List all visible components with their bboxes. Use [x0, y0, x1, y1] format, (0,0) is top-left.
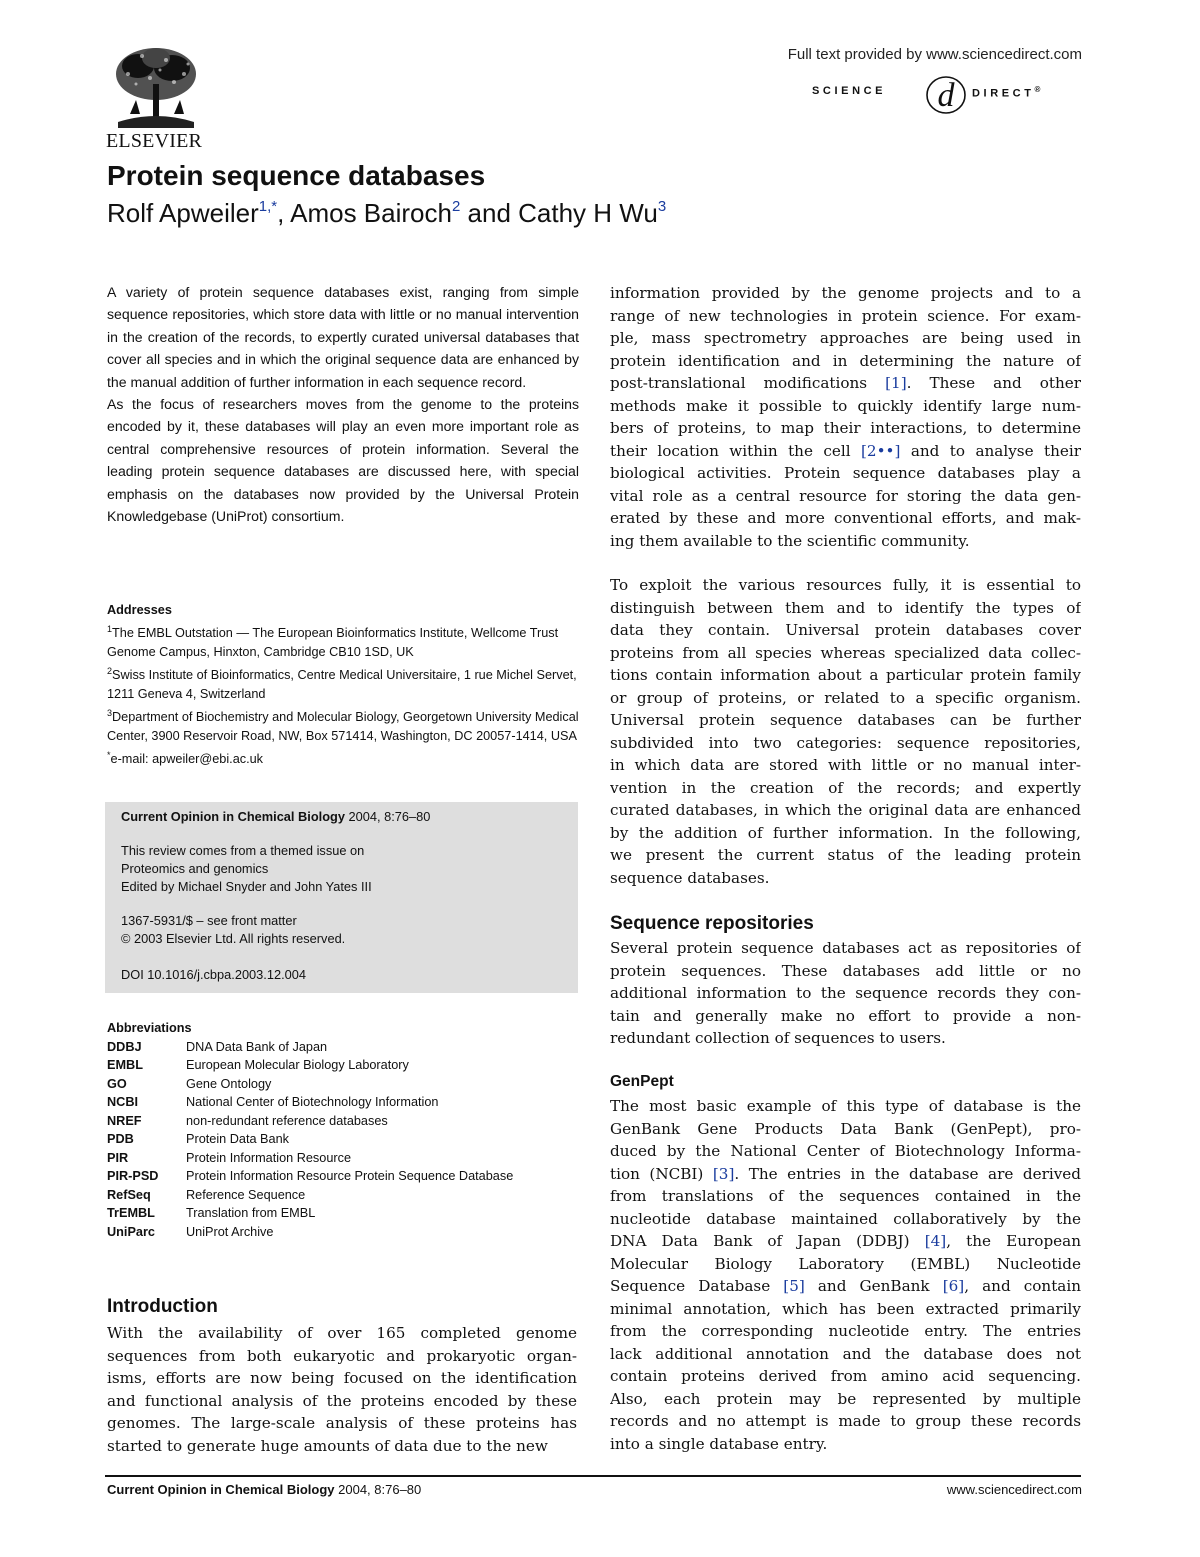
line-text: nucleotide database maintained collaboratively by the — [610, 1209, 1081, 1228]
line-text: vention in the creation of the records; and expertly — [610, 778, 1081, 797]
text-line — [610, 1275, 1081, 1298]
line-text: sequence databases. — [610, 868, 770, 887]
sciencedirect-word-direct — [972, 85, 1040, 100]
line-text: Sequence Database — [610, 1277, 784, 1295]
abbreviation-row — [107, 1038, 579, 1057]
author-list — [107, 198, 666, 229]
elsevier-tree-icon — [108, 44, 204, 130]
text-line — [610, 440, 1081, 463]
abbreviation-row — [107, 1204, 579, 1223]
text-line — [610, 687, 1081, 710]
citation-link[interactable]: [2••] — [860, 441, 901, 460]
line-text: in which data are stored with little or no manual inter- — [610, 756, 1081, 774]
text-line — [610, 1365, 1081, 1388]
footer-citation — [107, 1482, 421, 1497]
line-text: . The entries in the database are derived — [734, 1164, 1081, 1183]
address-text: Department of Biochemistry and Molecular Biology, Georgetown University Medical Center, 3900 Reservoir Road, NW, Box 571414, Washington, DC 20057-1414, USA — [107, 710, 579, 743]
abbreviation-definition: European Molecular Biology Laboratory — [186, 1058, 409, 1072]
line-text: DNA Data Bank of Japan (DDBJ) — [610, 1232, 925, 1250]
fulltext-notice: Full text provided by www.sciencedirect.com — [787, 46, 1082, 63]
text-line — [107, 1367, 577, 1390]
sciencedirect-d-glyph: d — [937, 77, 955, 114]
text-line — [610, 1410, 1081, 1433]
abbreviation-definition: Gene Ontology — [186, 1076, 272, 1091]
line-text: The most basic example of this type of database is the — [610, 1097, 1081, 1115]
line-text: their location within the cell — [610, 441, 861, 460]
line-text: tions contain information about a particular protein family — [610, 666, 1081, 684]
line-text: ing them available to the scientific community. — [610, 531, 970, 550]
line-text: genomes. The large-scale analysis of these proteins has — [107, 1414, 577, 1432]
text-line — [610, 1253, 1081, 1276]
line-text: duced by the National Center of Biotechnology Informa- — [610, 1142, 1081, 1160]
author-affiliation-link[interactable]: 2 — [451, 198, 461, 215]
text-line — [610, 1005, 1081, 1028]
address-marker: 3 — [107, 708, 113, 718]
text-line — [610, 1208, 1081, 1231]
line-text: , the European — [946, 1232, 1081, 1250]
abbreviation-definition: Protein Information Resource Protein Sequence Database — [186, 1169, 514, 1183]
address-item — [107, 746, 579, 769]
editors: Edited by Michael Snyder and John Yates III — [121, 879, 372, 894]
text-line — [610, 327, 1081, 350]
line-text: and functional analysis of the proteins encoded by these — [107, 1391, 577, 1410]
line-text: we present the current status of the leading protein — [610, 846, 1081, 864]
line-text: Molecular Biology Laboratory (EMBL) Nucleotide — [610, 1254, 1081, 1273]
text-line — [107, 1435, 577, 1458]
line-text: proteins from all species whereas specialized data collec- — [610, 643, 1081, 662]
text-line — [610, 282, 1081, 305]
text-line — [610, 822, 1081, 845]
line-text: isms, efforts are now being focused on the identification — [107, 1369, 577, 1387]
abbreviation-term: PIR — [107, 1150, 129, 1165]
addresses — [107, 601, 579, 769]
text-line — [107, 1390, 577, 1413]
text-line — [610, 982, 1081, 1005]
text-line — [610, 1343, 1081, 1366]
sciencedirect-d-icon — [924, 70, 968, 116]
copyright: © 2003 Elsevier Ltd. All rights reserved. — [121, 931, 346, 946]
email-link[interactable]: e-mail: apweiler@ebi.ac.uk — [110, 752, 264, 766]
line-text: post-translational modifications — [610, 374, 886, 392]
journal-info-box — [105, 802, 578, 993]
journal-citation — [121, 808, 430, 826]
text-line — [610, 799, 1081, 822]
abbreviation-row — [107, 1167, 579, 1186]
text-line — [610, 754, 1081, 777]
doi-link[interactable]: DOI 10.1016/j.cbpa.2003.12.004 — [121, 967, 306, 982]
abbreviation-row — [107, 1149, 579, 1168]
abbreviation-definition: UniProt Archive — [186, 1224, 274, 1239]
footer-url-link[interactable]: www.sciencedirect.com — [946, 1482, 1082, 1497]
elsevier-wordmark: ELSEVIER — [106, 130, 203, 152]
line-text: subdivided into two categories: sequence repositories, — [610, 733, 1081, 752]
author-separator: and — [460, 198, 519, 228]
text-line — [610, 485, 1081, 508]
abbreviations — [107, 1019, 579, 1241]
abbreviation-term: PDB — [107, 1132, 134, 1146]
line-text: ple, mass spectrometry approaches are being used in — [610, 329, 1081, 347]
line-text: records and no attempt is made to group these records — [610, 1412, 1081, 1430]
line-text: protein sequences. These databases add little or no — [610, 961, 1081, 980]
line-text: from the corresponding nucleotide entry. The entries — [610, 1322, 1081, 1340]
citation-link[interactable]: [4] — [924, 1232, 947, 1250]
citation-link[interactable]: [3] — [712, 1164, 735, 1183]
abbreviation-row — [107, 1186, 579, 1205]
line-text: Universal protein sequence databases can be further — [610, 711, 1081, 729]
text-line — [610, 867, 1081, 890]
line-text: GenBank Gene Products Data Bank (GenPept), pro- — [610, 1119, 1081, 1138]
sequence-repositories-heading: Sequence repositories — [610, 913, 814, 934]
text-line — [610, 1095, 1081, 1118]
abbreviation-term: PIR-PSD — [107, 1169, 159, 1183]
issn: 1367-5931/$ – see front matter — [121, 913, 297, 928]
text-line — [610, 1320, 1081, 1343]
article-title: Protein sequence databases — [107, 160, 486, 191]
author-name: Amos Bairoch — [290, 198, 452, 228]
line-text: bers of proteins, to map their interactions, to determine — [610, 419, 1081, 437]
abstract-paragraph: A variety of protein sequence databases exist, ranging from simple sequence repositories, which store data with little or no manual intervention in the creation of the records, to expertly curated universal databases that cover all species and in which the original sequence data are enhanced by the manual addition of further information in each sequence record. — [107, 284, 579, 390]
text-line — [610, 1140, 1081, 1163]
line-text: biological activities. Protein sequence databases play a — [610, 464, 1081, 482]
abbreviation-definition: Protein Data Bank — [186, 1132, 289, 1146]
text-line — [610, 709, 1081, 732]
text-line — [610, 507, 1081, 530]
line-text: and to analyse their — [900, 441, 1081, 460]
sciencedirect-word-direct-text: DIRECT — [972, 87, 1035, 100]
text-line — [610, 372, 1081, 395]
abbreviation-term: GO — [107, 1076, 127, 1091]
text-line — [610, 1118, 1081, 1141]
text-line — [610, 1230, 1081, 1253]
line-text: protein identification and in determining the nature of — [610, 351, 1081, 370]
author-name: Cathy H Wu — [518, 198, 658, 228]
author-name: Rolf Apweiler — [107, 198, 259, 228]
sciencedirect-logo[interactable] — [812, 70, 1082, 116]
text-line — [610, 844, 1081, 867]
text-line — [610, 619, 1081, 642]
text-line — [610, 1298, 1081, 1321]
line-text: into a single database entry. — [610, 1434, 828, 1453]
right-paragraph-1 — [610, 282, 1081, 552]
author-affiliation-link[interactable]: 1,* — [258, 198, 278, 215]
text-line — [610, 305, 1081, 328]
author-affiliation-link[interactable]: 3 — [657, 198, 667, 215]
abbreviation-term: EMBL — [107, 1058, 143, 1072]
abbreviation-term: TrEMBL — [107, 1206, 155, 1220]
abbreviation-term: RefSeq — [107, 1187, 151, 1202]
author-separator: , — [277, 198, 291, 228]
abbreviation-definition: Protein Information Resource — [186, 1150, 352, 1165]
abbreviation-row — [107, 1093, 579, 1112]
theme-name: Proteomics and genomics — [121, 861, 269, 876]
line-text: by the addition of further information. In the following, — [610, 823, 1081, 842]
address-item — [107, 704, 579, 746]
line-text: minimal annotation, which has been extracted primarily — [610, 1299, 1081, 1318]
line-text: Also, each protein may be represented by multiple — [610, 1389, 1081, 1408]
line-text: curated databases, in which the original data are enhanced — [610, 801, 1081, 819]
text-line — [610, 395, 1081, 418]
abbreviation-definition: Reference Sequence — [186, 1187, 306, 1202]
address-text: Swiss Institute of Bioinformatics, Centre Medical Universitaire, 1 rue Michel Servet, 1211 Geneva 4, Switzerland — [107, 668, 577, 701]
line-text: With the availability of over 165 completed genome — [107, 1324, 577, 1342]
abbreviation-row — [107, 1223, 579, 1242]
sequence-repositories-text — [610, 937, 1081, 1050]
line-text: tion (NCBI) — [610, 1164, 713, 1183]
journal-name: Current Opinion in Chemical Biology — [121, 809, 345, 824]
abbreviation-row — [107, 1130, 579, 1149]
line-text: contain proteins derived from amino acid sequencing. — [610, 1367, 1081, 1385]
addresses-heading: Addresses — [107, 603, 172, 617]
abbreviations-heading: Abbreviations — [107, 1021, 192, 1035]
abbreviation-term: UniParc — [107, 1224, 155, 1239]
text-line — [610, 777, 1081, 800]
text-line — [610, 462, 1081, 485]
line-text: range of new technologies in protein science. For exam- — [610, 306, 1081, 325]
line-text: tain and generally make no effort to provide a non- — [610, 1006, 1081, 1025]
citation-link[interactable]: [6] — [942, 1277, 965, 1295]
text-line — [610, 350, 1081, 373]
text-line — [610, 642, 1081, 665]
line-text: started to generate huge amounts of data due to the new — [107, 1436, 548, 1455]
abstract — [107, 281, 579, 527]
text-line — [610, 417, 1081, 440]
text-line — [610, 960, 1081, 983]
line-text: Several protein sequence databases act as repositories of — [610, 939, 1081, 957]
text-line — [610, 937, 1081, 960]
line-text: information provided by the genome projects and to a — [610, 284, 1081, 302]
line-text: . These and other — [906, 374, 1081, 392]
abbreviation-term: NCBI — [107, 1095, 139, 1109]
citation-link[interactable]: [5] — [783, 1277, 805, 1295]
abbreviation-row — [107, 1075, 579, 1094]
line-text: distinguish between them and to identify the types of — [610, 598, 1081, 617]
line-text: lack additional annotation and the database does not — [610, 1344, 1081, 1363]
text-line — [107, 1345, 577, 1368]
theme-intro: This review comes from a themed issue on — [121, 843, 365, 858]
text-line — [610, 530, 1081, 553]
address-text: The EMBL Outstation — The European Bioinformatics Institute, Wellcome Trust Genome Campus, Hinxton, Cambridge CB10 1SD, UK — [107, 626, 559, 659]
line-text: , and contain — [964, 1277, 1081, 1295]
line-text: and GenBank — [804, 1277, 943, 1295]
abbreviation-definition: Translation from EMBL — [186, 1206, 316, 1220]
abbreviation-row — [107, 1056, 579, 1075]
line-text: from translations of the sequences contained in the — [610, 1187, 1081, 1205]
address-item — [107, 662, 579, 704]
line-text: erated by these and more conventional efforts, and mak- — [610, 509, 1081, 527]
address-marker: 1 — [107, 624, 113, 634]
text-line — [610, 597, 1081, 620]
abbreviation-definition: DNA Data Bank of Japan — [186, 1039, 328, 1054]
abbreviation-term: NREF — [107, 1113, 142, 1128]
genpept-text — [610, 1095, 1081, 1455]
text-line — [107, 1322, 577, 1345]
citation-link[interactable]: [1] — [885, 374, 907, 392]
text-line — [610, 1027, 1081, 1050]
footer-rule — [105, 1475, 1081, 1477]
abbreviation-definition: non-redundant reference databases — [186, 1113, 388, 1128]
right-paragraph-2 — [610, 574, 1081, 889]
abbreviation-term: DDBJ — [107, 1039, 142, 1054]
address-item — [107, 620, 579, 662]
text-line — [107, 1412, 577, 1435]
address-marker: * — [107, 750, 111, 760]
abstract-paragraph: As the focus of researchers moves from the genome to the proteins encoded by it, these databases will play an even more important role as central comprehensive resources of protein information. Several the leading protein sequence databases are discussed here, with special emphasis on the databases now provided by the Universal Protein Knowledgebase (UniProt) consortium. — [107, 396, 579, 525]
abbreviation-definition: National Center of Biotechnology Information — [186, 1095, 439, 1109]
footer-volume: 2004, 8:76–80 — [334, 1482, 422, 1497]
text-line — [610, 732, 1081, 755]
text-line — [610, 1433, 1081, 1456]
text-line — [610, 664, 1081, 687]
line-text: sequences from both eukaryotic and prokaryotic organ- — [107, 1346, 577, 1365]
text-line — [610, 1163, 1081, 1186]
introduction-heading: Introduction — [107, 1296, 218, 1317]
trademark: ® — [1034, 85, 1041, 94]
line-text: To exploit the various resources fully, it is essential to — [610, 576, 1081, 594]
text-line — [610, 1388, 1081, 1411]
journal-volume: 2004, 8:76–80 — [344, 809, 431, 824]
line-text: additional information to the sequence records they con- — [610, 984, 1081, 1002]
line-text: data they contain. Universal protein databases cover — [610, 621, 1081, 639]
elsevier-logo — [106, 44, 206, 154]
abbreviation-row — [107, 1112, 579, 1131]
genpept-heading: GenPept — [610, 1073, 674, 1090]
sciencedirect-word-science: SCIENCE — [812, 85, 887, 97]
line-text: or group of proteins, or related to a specific organism. — [610, 688, 1081, 707]
address-marker: 2 — [107, 666, 113, 676]
line-text: vital role as a central resource for storing the data gen- — [610, 486, 1081, 505]
text-line — [610, 574, 1081, 597]
line-text: methods make it possible to quickly identify large num- — [610, 396, 1081, 415]
text-line — [610, 1185, 1081, 1208]
line-text: redundant collection of sequences to users. — [610, 1029, 946, 1047]
footer-journal: Current Opinion in Chemical Biology — [107, 1482, 335, 1497]
introduction-text — [107, 1322, 577, 1457]
